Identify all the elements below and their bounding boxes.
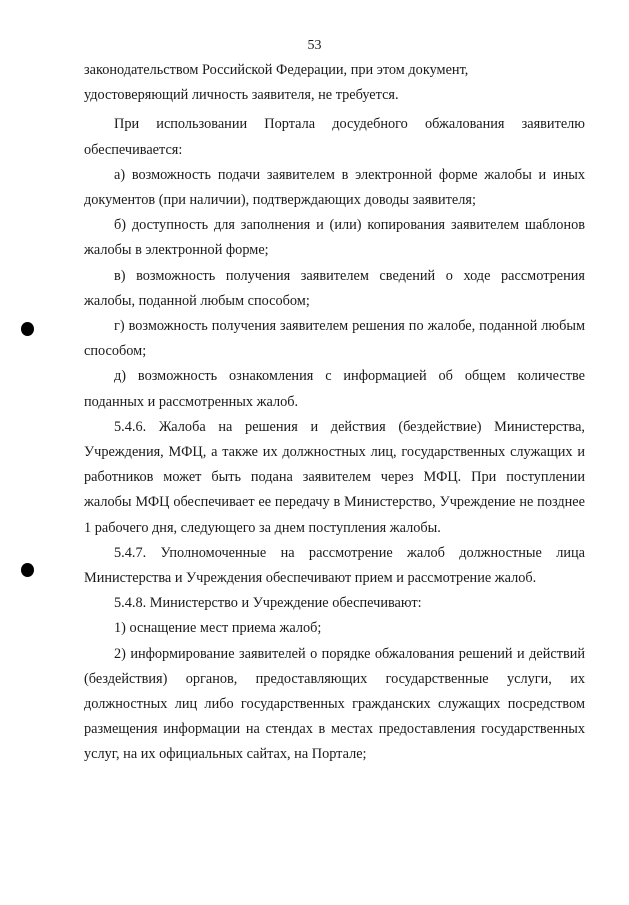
paragraph: 5.4.6. Жалоба на решения и действия (бездействие) Министерства, Учреждения, МФЦ, а также их должностных лиц, государственных служащих и работников может быть подана заявителем через МФЦ. При поступлении жалобы МФЦ обеспечивает ее передачу в Министерство, Учреждение не позднее 1 рабочего дня, следующего за днем поступления жалобы.: [84, 418, 585, 536]
punch-hole-mark: [21, 322, 34, 336]
paragraph: 2) информирование заявителей о порядке обжалования решений и действий (бездействия) органов, предоставляющих государственные услуги, их должностных лиц либо государственных гражданских служащих посредством размещения информации на стендах в местах предоставления государственных услуг, на их официальных сайтах, на Портале;: [84, 645, 585, 763]
paragraph-line: удостоверяющий личность заявителя, не требуется.: [84, 87, 399, 104]
paragraph: При использовании Портала досудебного обжалования заявителю обеспечивается:: [84, 116, 585, 158]
paragraph: г) возможность получения заявителем решения по жалобе, поданной любым способом;: [84, 318, 585, 360]
paragraph: а) возможность подачи заявителем в электронной форме жалобы и иных документов (при наличии), подтверждающих доводы заявителя;: [84, 166, 585, 209]
paragraph: в) возможность получения заявителем сведений о ходе рассмотрения жалобы, поданной любым способом;: [84, 267, 585, 309]
paragraph-line: законодательством Российской Федерации, при этом документ,: [84, 62, 469, 78]
page-number: 53: [307, 38, 322, 53]
paragraph: 1) оснащение мест приема жалоб;: [114, 620, 322, 637]
document-body: [84, 58, 585, 768]
paragraph: д) возможность ознакомления с информацией об общем количестве поданных и рассмотренных жалоб.: [84, 368, 585, 410]
paragraph: 5.4.8. Министерство и Учреждение обеспечивают:: [114, 595, 422, 612]
punch-hole-mark: [21, 563, 34, 577]
paragraph: 5.4.7. Уполномоченные на рассмотрение жалоб должностные лица Министерства и Учреждения обеспечивают прием и рассмотрение жалоб.: [84, 544, 585, 587]
paragraph: б) доступность для заполнения и (или) копирования заявителем шаблонов жалобы в электронной форме;: [84, 217, 585, 259]
